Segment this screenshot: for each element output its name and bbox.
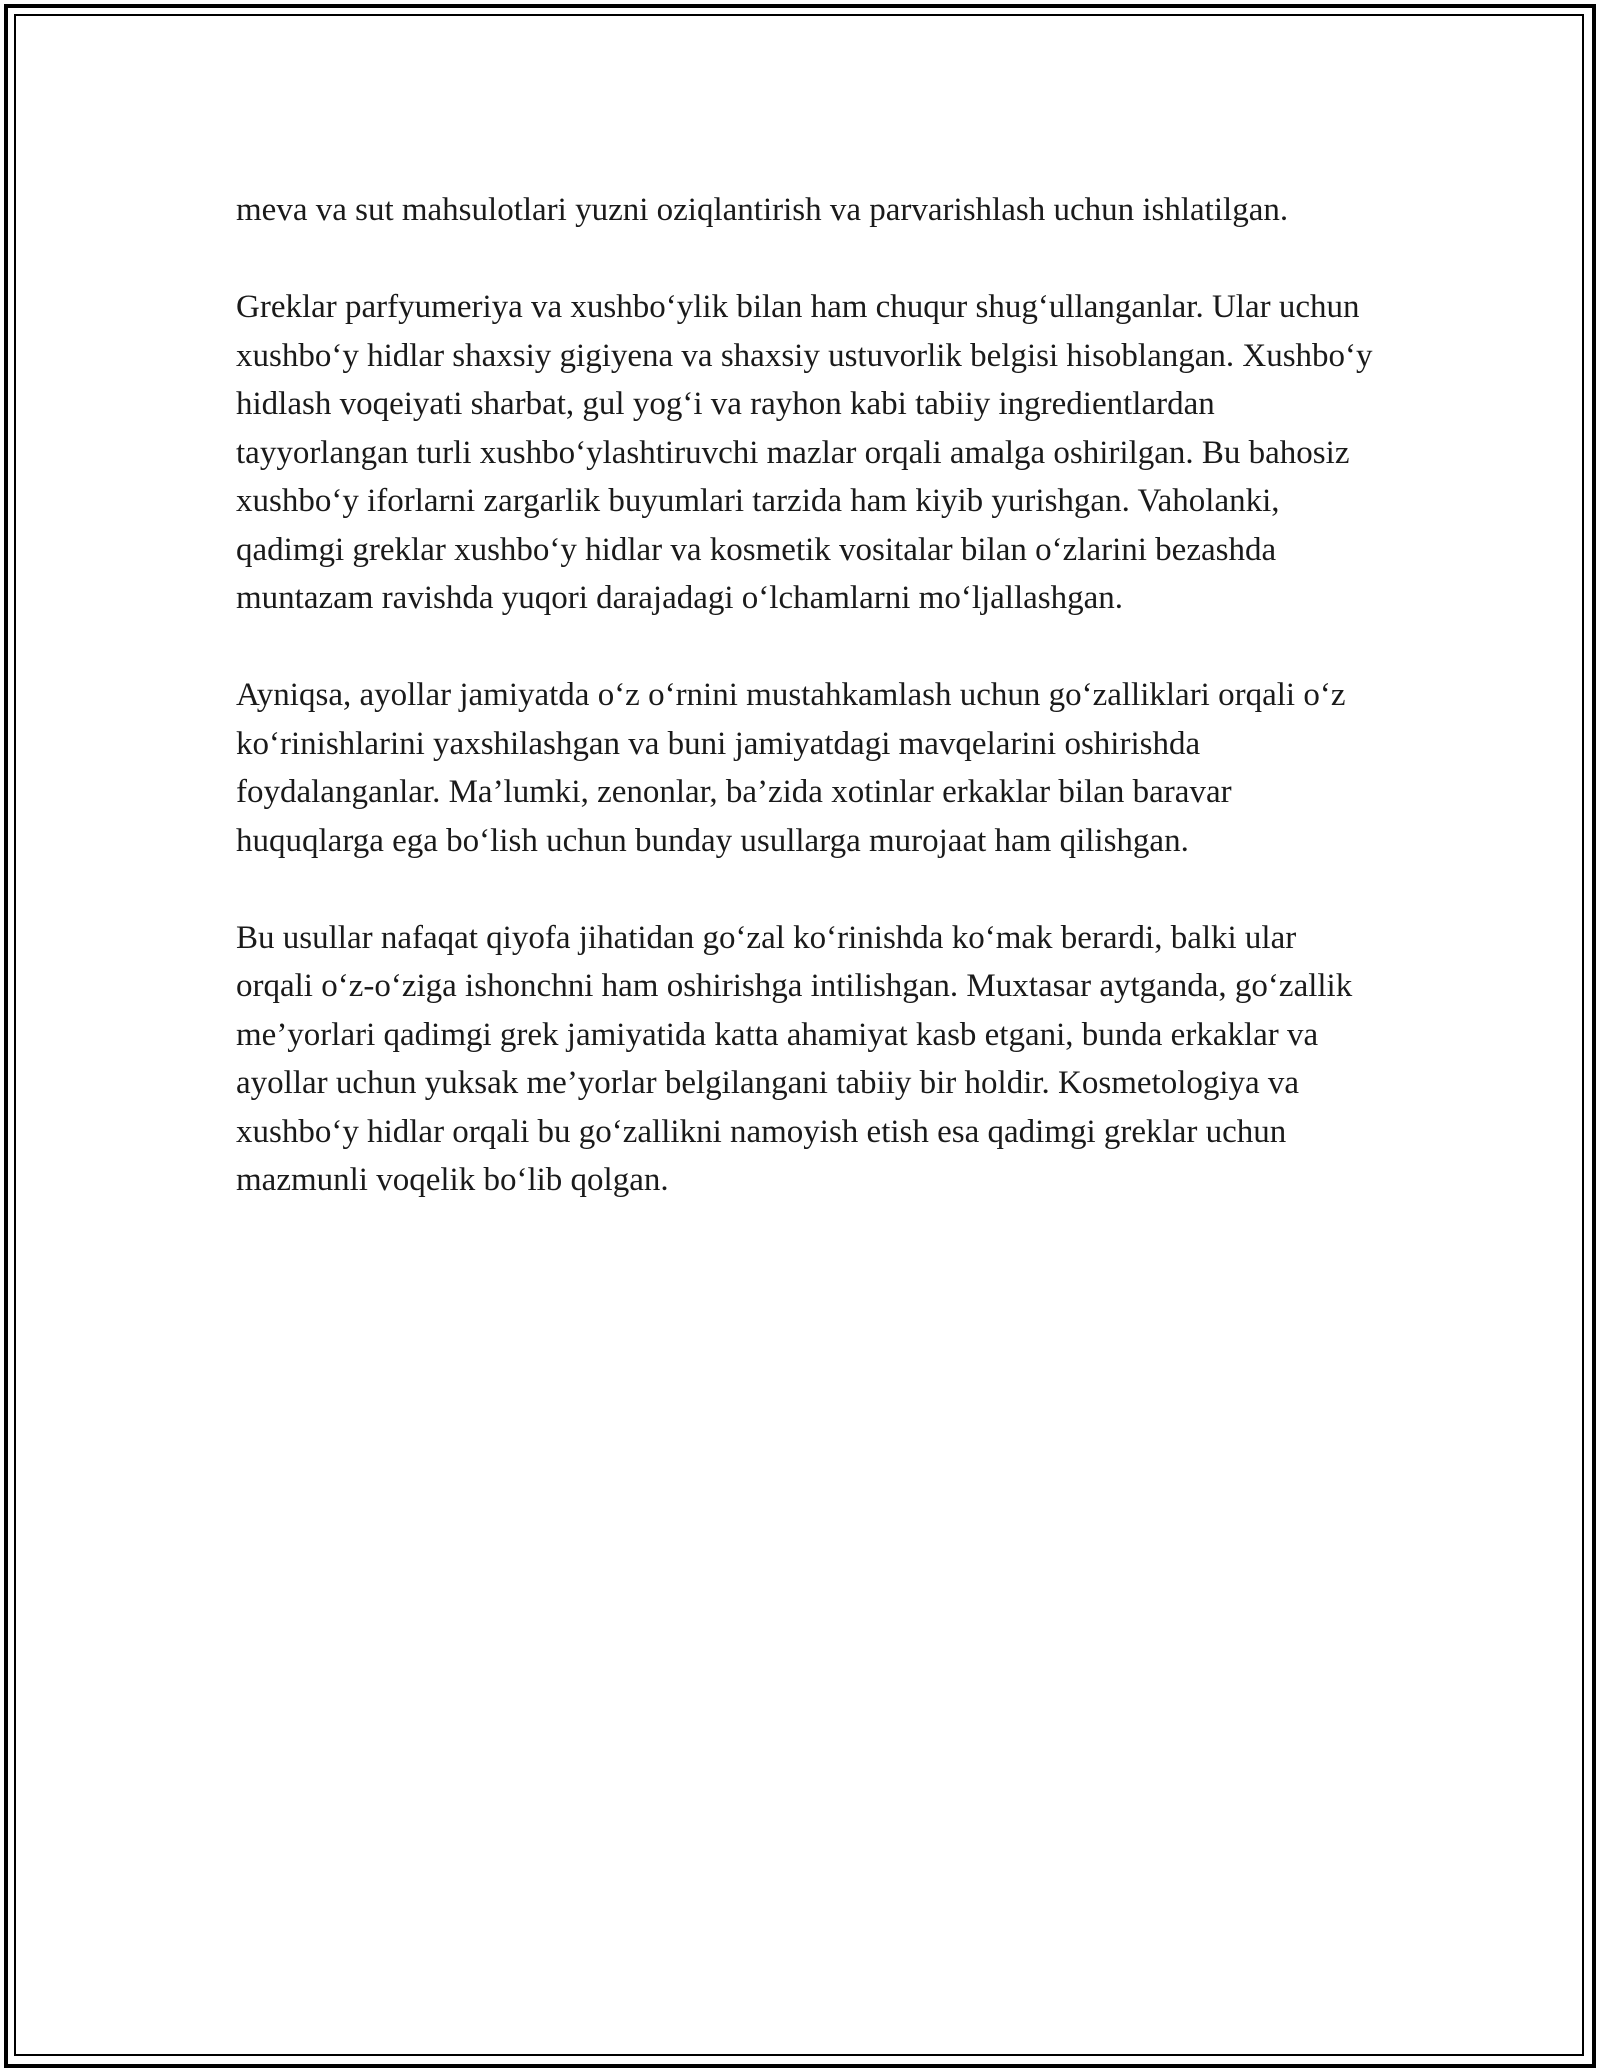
paragraph-1: meva va sut mahsulotlari yuzni oziqlantirish va parvarishlash uchun ishlatilgan. <box>236 192 1289 228</box>
document-body <box>236 186 1376 1205</box>
paragraph-3: Ayniqsa, ayollar jamiyatda o‘z o‘rnini mustahkamlash uchun go‘zalliklari orqali o‘z ko‘rinishlarini yaxshilashgan va buni jamiyatdagi mavqelarini oshirishda foydalanganlar. Ma’lumki, zenonlar, ba’zida xotinlar erkaklar bilan baravar huquqlarga ega bo‘lish uchun bunday usullarga murojaat ham qilishgan. <box>236 677 1346 859</box>
paragraph-4: Bu usullar nafaqat qiyofa jihatidan go‘zal ko‘rinishda ko‘mak berardi, balki ular orqali o‘z-o‘ziga ishonchni ham oshirishga intilishgan. Muxtasar aytganda, go‘zallik me’yorlari qadimgi grek jamiyatida katta ahamiyat kasb etgani, bunda erkaklar va ayollar uchun yuksak me’yorlar belgilangani tabiiy bir holdir. Kosmetologiya va xushbo‘y hidlar orqali bu go‘zallikni namoyish etish esa qadimgi greklar uchun mazmunli voqelik bo‘lib qolgan. <box>236 919 1353 1198</box>
paragraph-2: Greklar parfyumeriya va xushbo‘ylik bilan ham chuqur shug‘ullanganlar. Ular uchun xushbo‘y hidlar shaxsiy gigiyena va shaxsiy ustuvorlik belgisi hisoblangan. Xushbo‘y hidlash voqeiyati sharbat, gul yog‘i va rayhon kabi tabiiy ingredientlardan tayyorlangan turli xushbo‘ylashtiruvchi mazlar orqali amalga oshirilgan. Bu bahosiz xushbo‘y iforlarni zargarlik buyumlari tarzida ham kiyib yurishgan. Vaholanki, qadimgi greklar xushbo‘y hidlar va kosmetik vositalar bilan o‘zlarini bezashda muntazam ravishda yuqori darajadagi o‘lchamlarni mo‘ljallashgan. <box>236 289 1373 616</box>
